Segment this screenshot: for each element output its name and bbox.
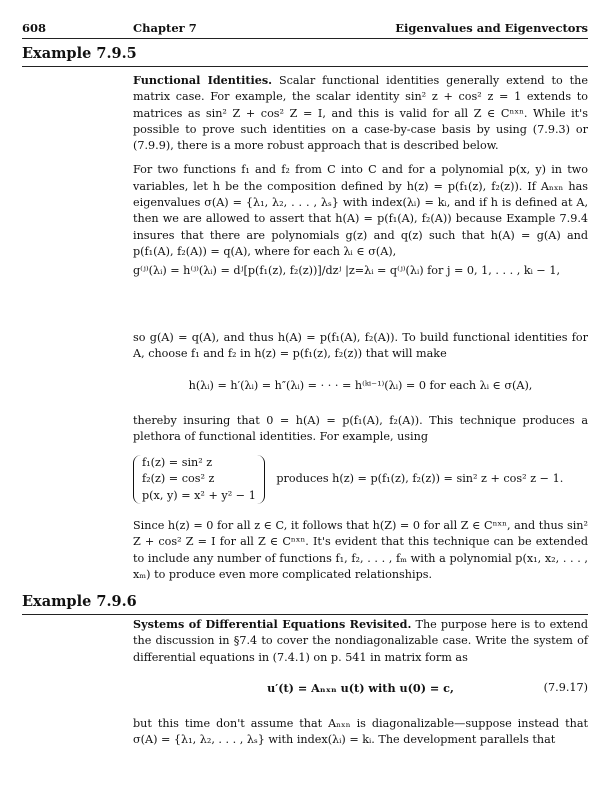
- paragraph: [133, 616, 588, 666]
- runin-heading: Functional Identities.: [133, 73, 273, 87]
- brace-system: [133, 455, 265, 504]
- example-label-7-9-5: Example 7.9.5: [22, 45, 137, 62]
- system-line: f₁(z) = sin² z: [142, 456, 213, 469]
- page-number: 608: [22, 21, 47, 35]
- system-result: produces h(z) = p(f₁(z), f₂(z)) = sin² z + cos² z − 1.: [276, 472, 564, 486]
- chapter-label: Chapter 7: [133, 21, 197, 35]
- equation-vanishing: h(λᵢ) = h′(λᵢ) = h″(λᵢ) = · · · = h⁽ᵏⁱ⁻¹⁾(λᵢ) = 0 for each λᵢ ∈ σ(A),: [188, 379, 533, 392]
- paragraph: thereby insuring that 0 = h(A) = p(f₁(A), f₂(A)). This technique produces a plethora of functional identities. For example, using: [133, 414, 588, 444]
- paragraph: [133, 72, 588, 154]
- section-title: Eigenvalues and Eigenvectors: [395, 21, 588, 35]
- equation-derivatives: g⁽ʲ⁾(λᵢ) = h⁽ʲ⁾(λᵢ) = dʲ[p(f₁(z), f₂(z))]/dzʲ |z=λᵢ = q⁽ʲ⁾(λᵢ) for j = 0, 1, . . . , kᵢ − 1,: [133, 264, 561, 277]
- example-rule: [22, 66, 588, 67]
- paragraph-text: The purpose here is to extend the discussion in §7.4 to cover the nondiagonalizable case. Write the system of differential equations in (7.4.1) on p. 541 in matrix form as: [133, 618, 589, 664]
- example-7-9-5-body: [133, 72, 588, 268]
- example-rule: [22, 614, 588, 615]
- header-rule: [22, 38, 588, 39]
- equation-system: [133, 455, 588, 504]
- equation-number: (7.9.17): [543, 681, 588, 694]
- equation-ode: [133, 680, 588, 697]
- paragraph: but this time don't assume that Aₙₓₙ is diagonalizable—suppose instead that σ(A) = {λ₁, λ₂, . . . , λₛ} with index(λᵢ) = kᵢ. The development parallels that: [133, 717, 588, 747]
- example-7-9-6-body: [133, 616, 588, 674]
- equation-body: u′(t) = Aₙₓₙ u(t) with u(0) = c,: [267, 681, 454, 695]
- system-line: f₂(z) = cos² z: [142, 472, 215, 486]
- example-label-7-9-6: Example 7.9.6: [22, 593, 137, 610]
- paragraph-text: Scalar functional identities generally extend to the matrix case. For example, the scalar identity sin² z + cos² z = 1 extends to matrices as sin² Z + cos² Z = I, and this is valid for all Z ∈ Cⁿˣⁿ. While it's possible to prove such identities on a case-by-case basis by using (7.9.3) or (7.9.9), there is a more robust approach that is described below.: [133, 74, 588, 153]
- system-line: p(x, y) = x² + y² − 1: [142, 488, 256, 502]
- runin-heading: Systems of Differential Equations Revisited.: [133, 617, 412, 631]
- paragraph: For two functions f₁ and f₂ from C into C and for a polynomial p(x, y) in two variables, let h be the composition defined by h(z) = p(f₁(z), f₂(z)). If Aₙₓₙ has eigenvalues σ(A) = {λ₁, λ₂, . . . , λₛ} with index(λᵢ) = kᵢ, and if h is defined at A, then we are allowed to assert that h(A) = p(f₁(A), f₂(A)) because Example 7.9.4 insures that there are polynomials g(z) and q(z) such that h(A) = g(A) and p(f₁(A), f₂(A)) = q(A), where for each λᵢ ∈ σ(A),: [133, 163, 588, 258]
- paragraph: so g(A) = q(A), and thus h(A) = p(f₁(A), f₂(A)). To build functional identities for A, choose f₁ and f₂ in h(z) = p(f₁(z), f₂(z)) that will make: [133, 331, 588, 361]
- paragraph: Since h(z) = 0 for all z ∈ C, it follows that h(Z) = 0 for all Z ∈ Cⁿˣⁿ, and thus sin² Z + cos² Z = I for all Z ∈ Cⁿˣⁿ. It's evident that this technique can be extended to include any number of functions f₁, f₂, . . . , fₘ with a polynomial p(x₁, x₂, . . . , xₘ) to produce even more complicated relationships.: [133, 519, 588, 581]
